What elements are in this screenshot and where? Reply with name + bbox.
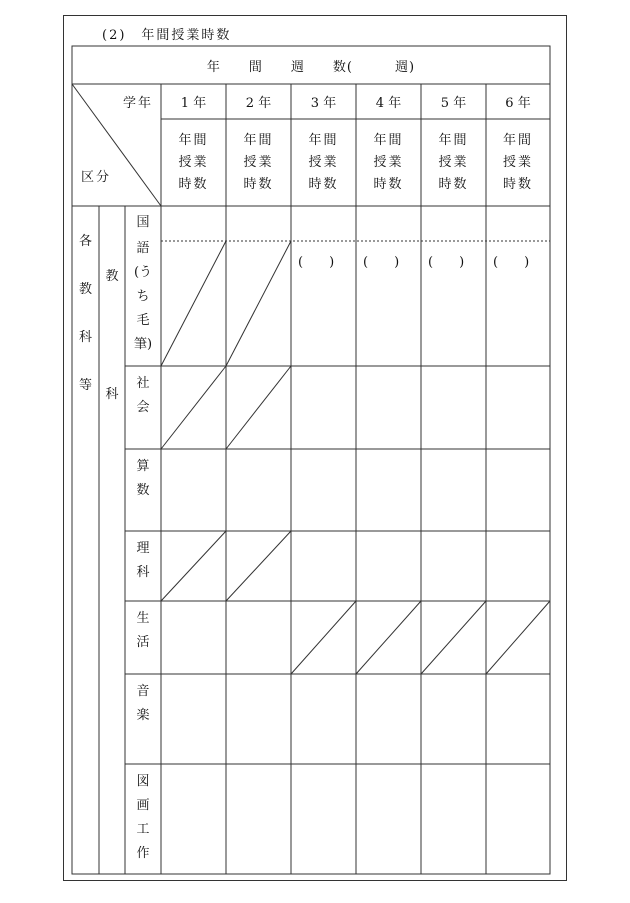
grade-label: 学年 (122, 95, 153, 111)
shodo-hours-grade-6: ( ) (493, 255, 530, 270)
grade-6-header: 6 年 (505, 96, 531, 111)
subject-rika: 理 科 (136, 541, 150, 580)
hours-header-5: 年間 授業 時数 (438, 133, 469, 192)
subject-sansu: 算 数 (136, 459, 150, 498)
subject-shakai: 社 会 (136, 376, 150, 415)
hours-header-3: 年間 授業 時数 (308, 133, 339, 192)
weeks-header-text: 年 間 週 数( 週) (206, 59, 416, 75)
grade-1-header: 1 年 (180, 96, 207, 111)
grade-4-header: 4 年 (375, 96, 402, 111)
grade-2-header: 2 年 (245, 96, 272, 111)
division-label: 区分 (80, 169, 111, 185)
grade-5-header: 5 年 (440, 96, 467, 111)
weeks-header (72, 46, 550, 84)
hours-header-1: 年間 授業 時数 (178, 133, 209, 192)
subject-seikatsu: 生 活 (136, 611, 150, 650)
hours-header-4: 年間 授業 時数 (373, 133, 404, 192)
section-heading: (2) 年間授業時数 (102, 28, 232, 43)
shodo-hours-grade-4: ( ) (363, 255, 400, 270)
subject-kokugo: 国 (136, 215, 150, 230)
category-subjects: 教 科 (105, 269, 119, 402)
shodo-hours-grade-5: ( ) (428, 255, 465, 270)
subject-zuga-kosaku: 図 画 工 作 (136, 774, 150, 861)
grade-3-header: 3 年 (310, 96, 337, 111)
hours-header-6: 年間 授業 時数 (502, 133, 533, 192)
hours-header-2: 年間 授業 時数 (243, 133, 274, 192)
category-all-subjects: 各 教 科 等 (78, 234, 92, 393)
subject-kokugo-shodo: 語 (う ち 毛 筆) (133, 241, 153, 352)
subject-ongaku: 音 楽 (136, 684, 150, 723)
shodo-hours-grade-3: ( ) (298, 255, 335, 270)
